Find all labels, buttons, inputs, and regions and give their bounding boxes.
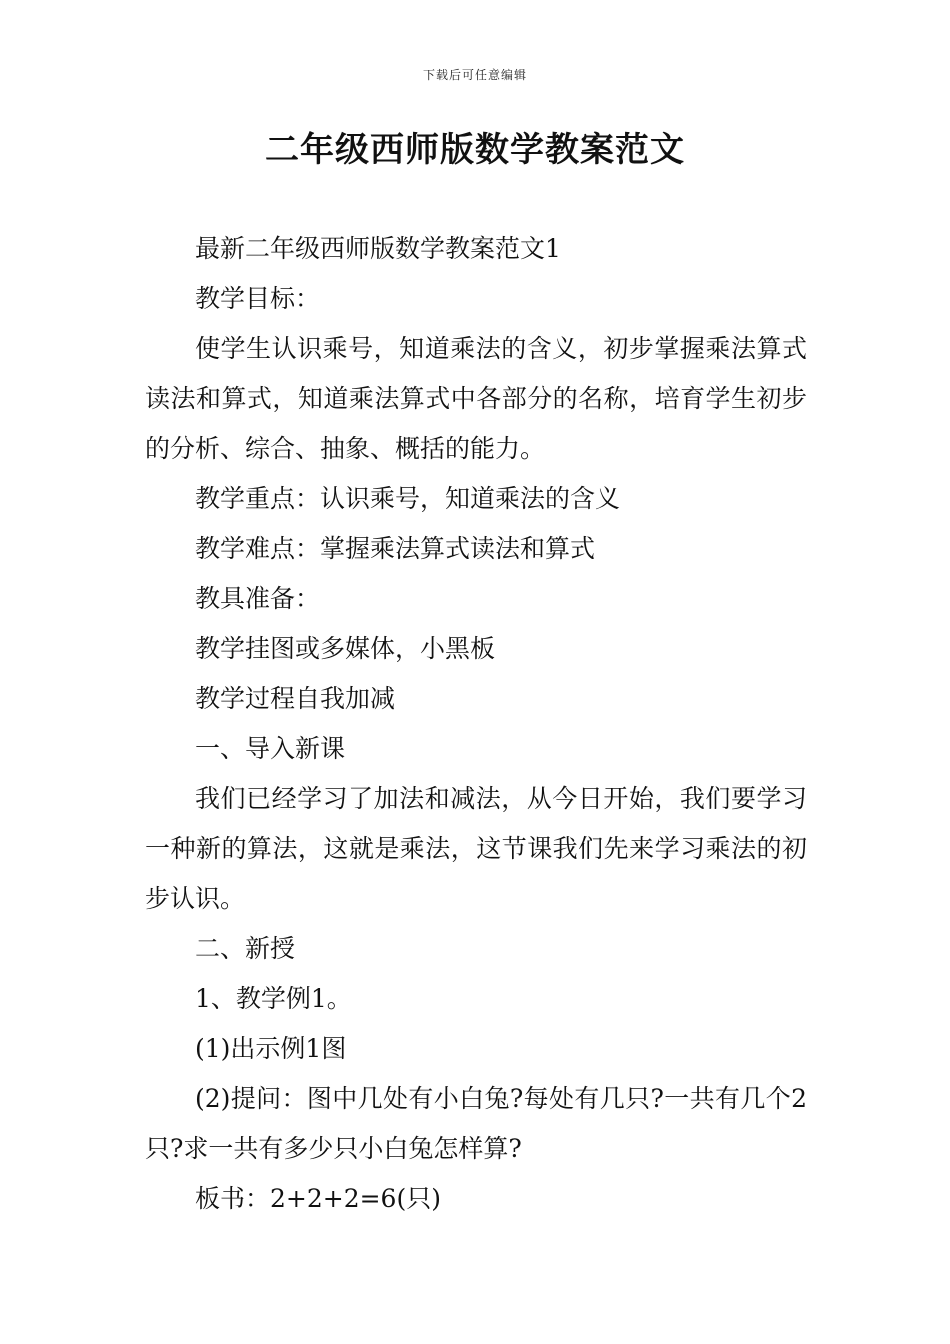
paragraph-key-points: 教学重点：认识乘号，知道乘法的含义 (195, 484, 621, 513)
paragraph-objectives: 使学生认识乘号，知道乘法的含义，初步掌握乘法算式读法和算式，知道乘法算式中各部分的名称，培育学生初步的分析、综合、抽象、概括的能力。 (145, 334, 807, 463)
paragraph-materials-label: 教具准备： (195, 584, 321, 613)
paragraph-step-2: (2)提问：图中几处有小白兔?每处有几只?一共有几个2只?求一共有多少只小白兔怎样算? (145, 1084, 807, 1163)
paragraph-new-lesson-heading: 二、新授 (195, 934, 296, 963)
document-body (145, 224, 807, 1224)
paragraph-board-writing: 板书：2+2+2=6(只) (195, 1184, 441, 1213)
paragraph-materials: 教学挂图或多媒体，小黑板 (195, 634, 496, 663)
paragraph-example-heading: 1、教学例1。 (195, 984, 352, 1013)
paragraph-intro: 我们已经学习了加法和减法，从今日开始，我们要学习一种新的算法，这就是乘法，这节课我们先来学习乘法的初步认识。 (145, 784, 807, 913)
paragraph-intro-heading: 一、导入新课 (195, 734, 346, 763)
paragraph-step-1: (1)出示例1图 (195, 1034, 347, 1063)
paragraph-process-label: 教学过程自我加减 (195, 684, 396, 713)
paragraph-objectives-label: 教学目标： (195, 284, 321, 313)
paragraph-difficulties: 教学难点：掌握乘法算式读法和算式 (195, 534, 596, 563)
document-title: 二年级西师版数学教案范文 (265, 130, 685, 170)
paragraph-section-heading: 最新二年级西师版数学教案范文1 (195, 234, 561, 263)
header-note: 下载后可任意编辑 (422, 68, 527, 82)
